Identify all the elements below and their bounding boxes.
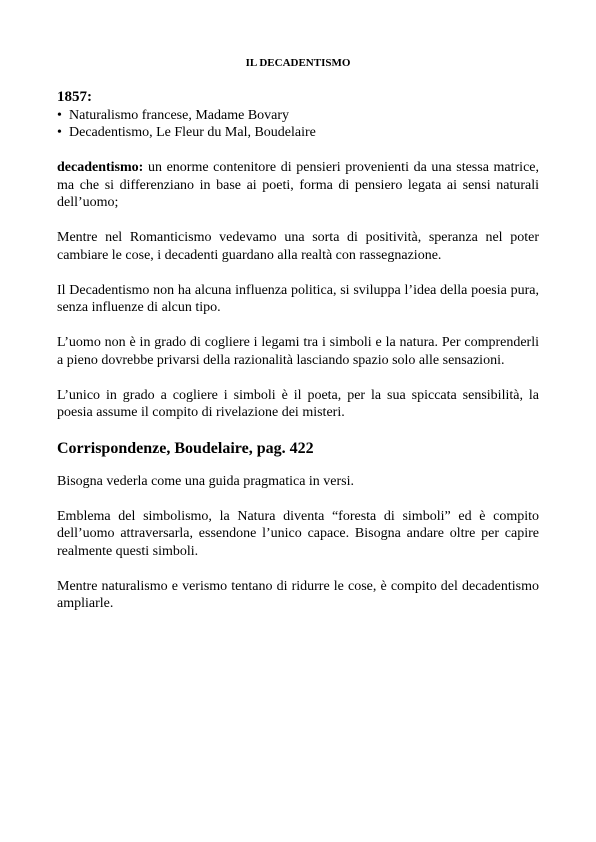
- list-item-text: Naturalismo francese, Madame Bovary: [69, 107, 290, 123]
- bullet-list: [57, 107, 539, 142]
- list-item: [57, 124, 539, 142]
- paragraph-poet: L’unico in grado a cogliere i simboli è il poeta, per la sua spiccata sensibilità, la poesia assume il compito di rivelazione dei misteri.: [57, 387, 539, 420]
- section-paragraph: Mentre naturalismo e verismo tentano di ridurre le cose, è compito del decadentismo ampliarle.: [57, 578, 539, 611]
- paragraph-politics: Il Decadentismo non ha alcuna influenza politica, si sviluppa l’idea della poesia pura, senza influenze di alcun tipo.: [57, 282, 539, 315]
- list-item-text: Decadentismo, Le Fleur du Mal, Boudelaire: [69, 125, 316, 140]
- section-heading: Corrispondenze, Boudelaire, pag. 422: [57, 439, 314, 457]
- list-item: [57, 107, 539, 125]
- bullet-icon: •: [57, 107, 62, 123]
- document-title: IL DECADENTISMO: [245, 57, 351, 69]
- definition-paragraph: [57, 159, 539, 212]
- year-heading: 1857:: [57, 89, 92, 105]
- paragraph-romanticism: Mentre nel Romanticismo vedevamo una sorta di positività, speranza nel poter cambiare le cose, i decadenti guardano alla realtà con rassegnazione.: [57, 230, 539, 263]
- bullet-icon: •: [57, 125, 62, 140]
- definition-text: un enorme contenitore di pensieri provenienti da una stessa matrice, ma che si differenziano in base ai poeti, forma di pensiero legata ai sensi naturali dell’uomo;: [57, 160, 539, 210]
- paragraph-symbols: L’uomo non è in grado di cogliere i legami tra i simboli e la natura. Per comprenderli a pieno dovrebbe privarsi della razionalità lasciando spazio solo alle sensazioni.: [57, 335, 539, 368]
- definition-term: decadentismo:: [57, 160, 144, 175]
- section-paragraph: Bisogna vederla come una guida pragmatica in versi.: [57, 473, 355, 489]
- document-body: [57, 89, 539, 613]
- section-paragraph: Emblema del simbolismo, la Natura diventa “foresta di simboli” ed è compito dell’uomo attraversarla, essendone l’unico capace. Bisogna andare oltre per capire realmente questi simboli.: [57, 508, 539, 559]
